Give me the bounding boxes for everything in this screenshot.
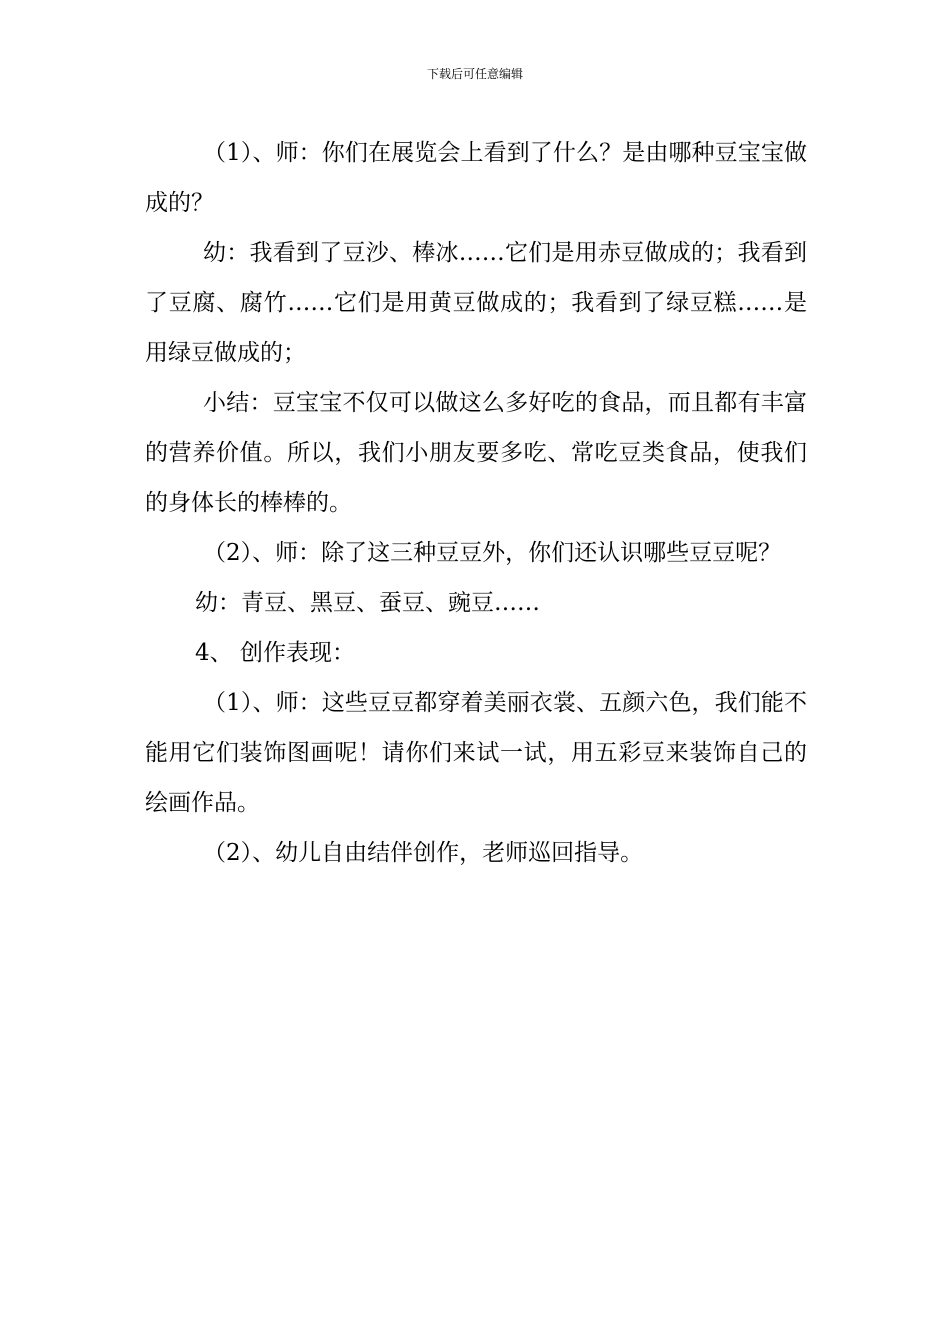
document-body (145, 128, 807, 878)
section-heading-creation: 4、 创作表现： (195, 640, 355, 666)
paragraph-teacher-activity-2: （2）、幼儿自由结伴创作，老师巡回指导。 (203, 840, 644, 866)
page-header-note: 下载后可任意编辑 (426, 67, 523, 81)
paragraph-teacher-activity-1: （1）、师：这些豆豆都穿着美丽衣裳、五颜六色，我们能不能用它们装饰图画呢！请你们来试一试，用五彩豆来装饰自己的绘画作品。 (145, 690, 807, 816)
paragraph-summary: 小结：豆宝宝不仅可以做这么多好吃的食品，而且都有丰富的营养价值。所以，我们小朋友要多吃、常吃豆类食品，使我们的身体长的棒棒的。 (145, 390, 807, 516)
paragraph-child-answer-1: 幼：我看到了豆沙、棒冰……它们是用赤豆做成的；我看到了豆腐、腐竹……它们是用黄豆做成的；我看到了绿豆糕……是用绿豆做成的； (145, 240, 807, 366)
paragraph-teacher-question-1: （1）、师：你们在展览会上看到了什么？是由哪种豆宝宝做成的？ (145, 140, 807, 216)
paragraph-child-answer-2: 幼：青豆、黑豆、蚕豆、豌豆…… (195, 590, 540, 616)
paragraph-teacher-question-2: （2）、师：除了这三种豆豆外，你们还认识哪些豆豆呢？ (203, 540, 782, 566)
